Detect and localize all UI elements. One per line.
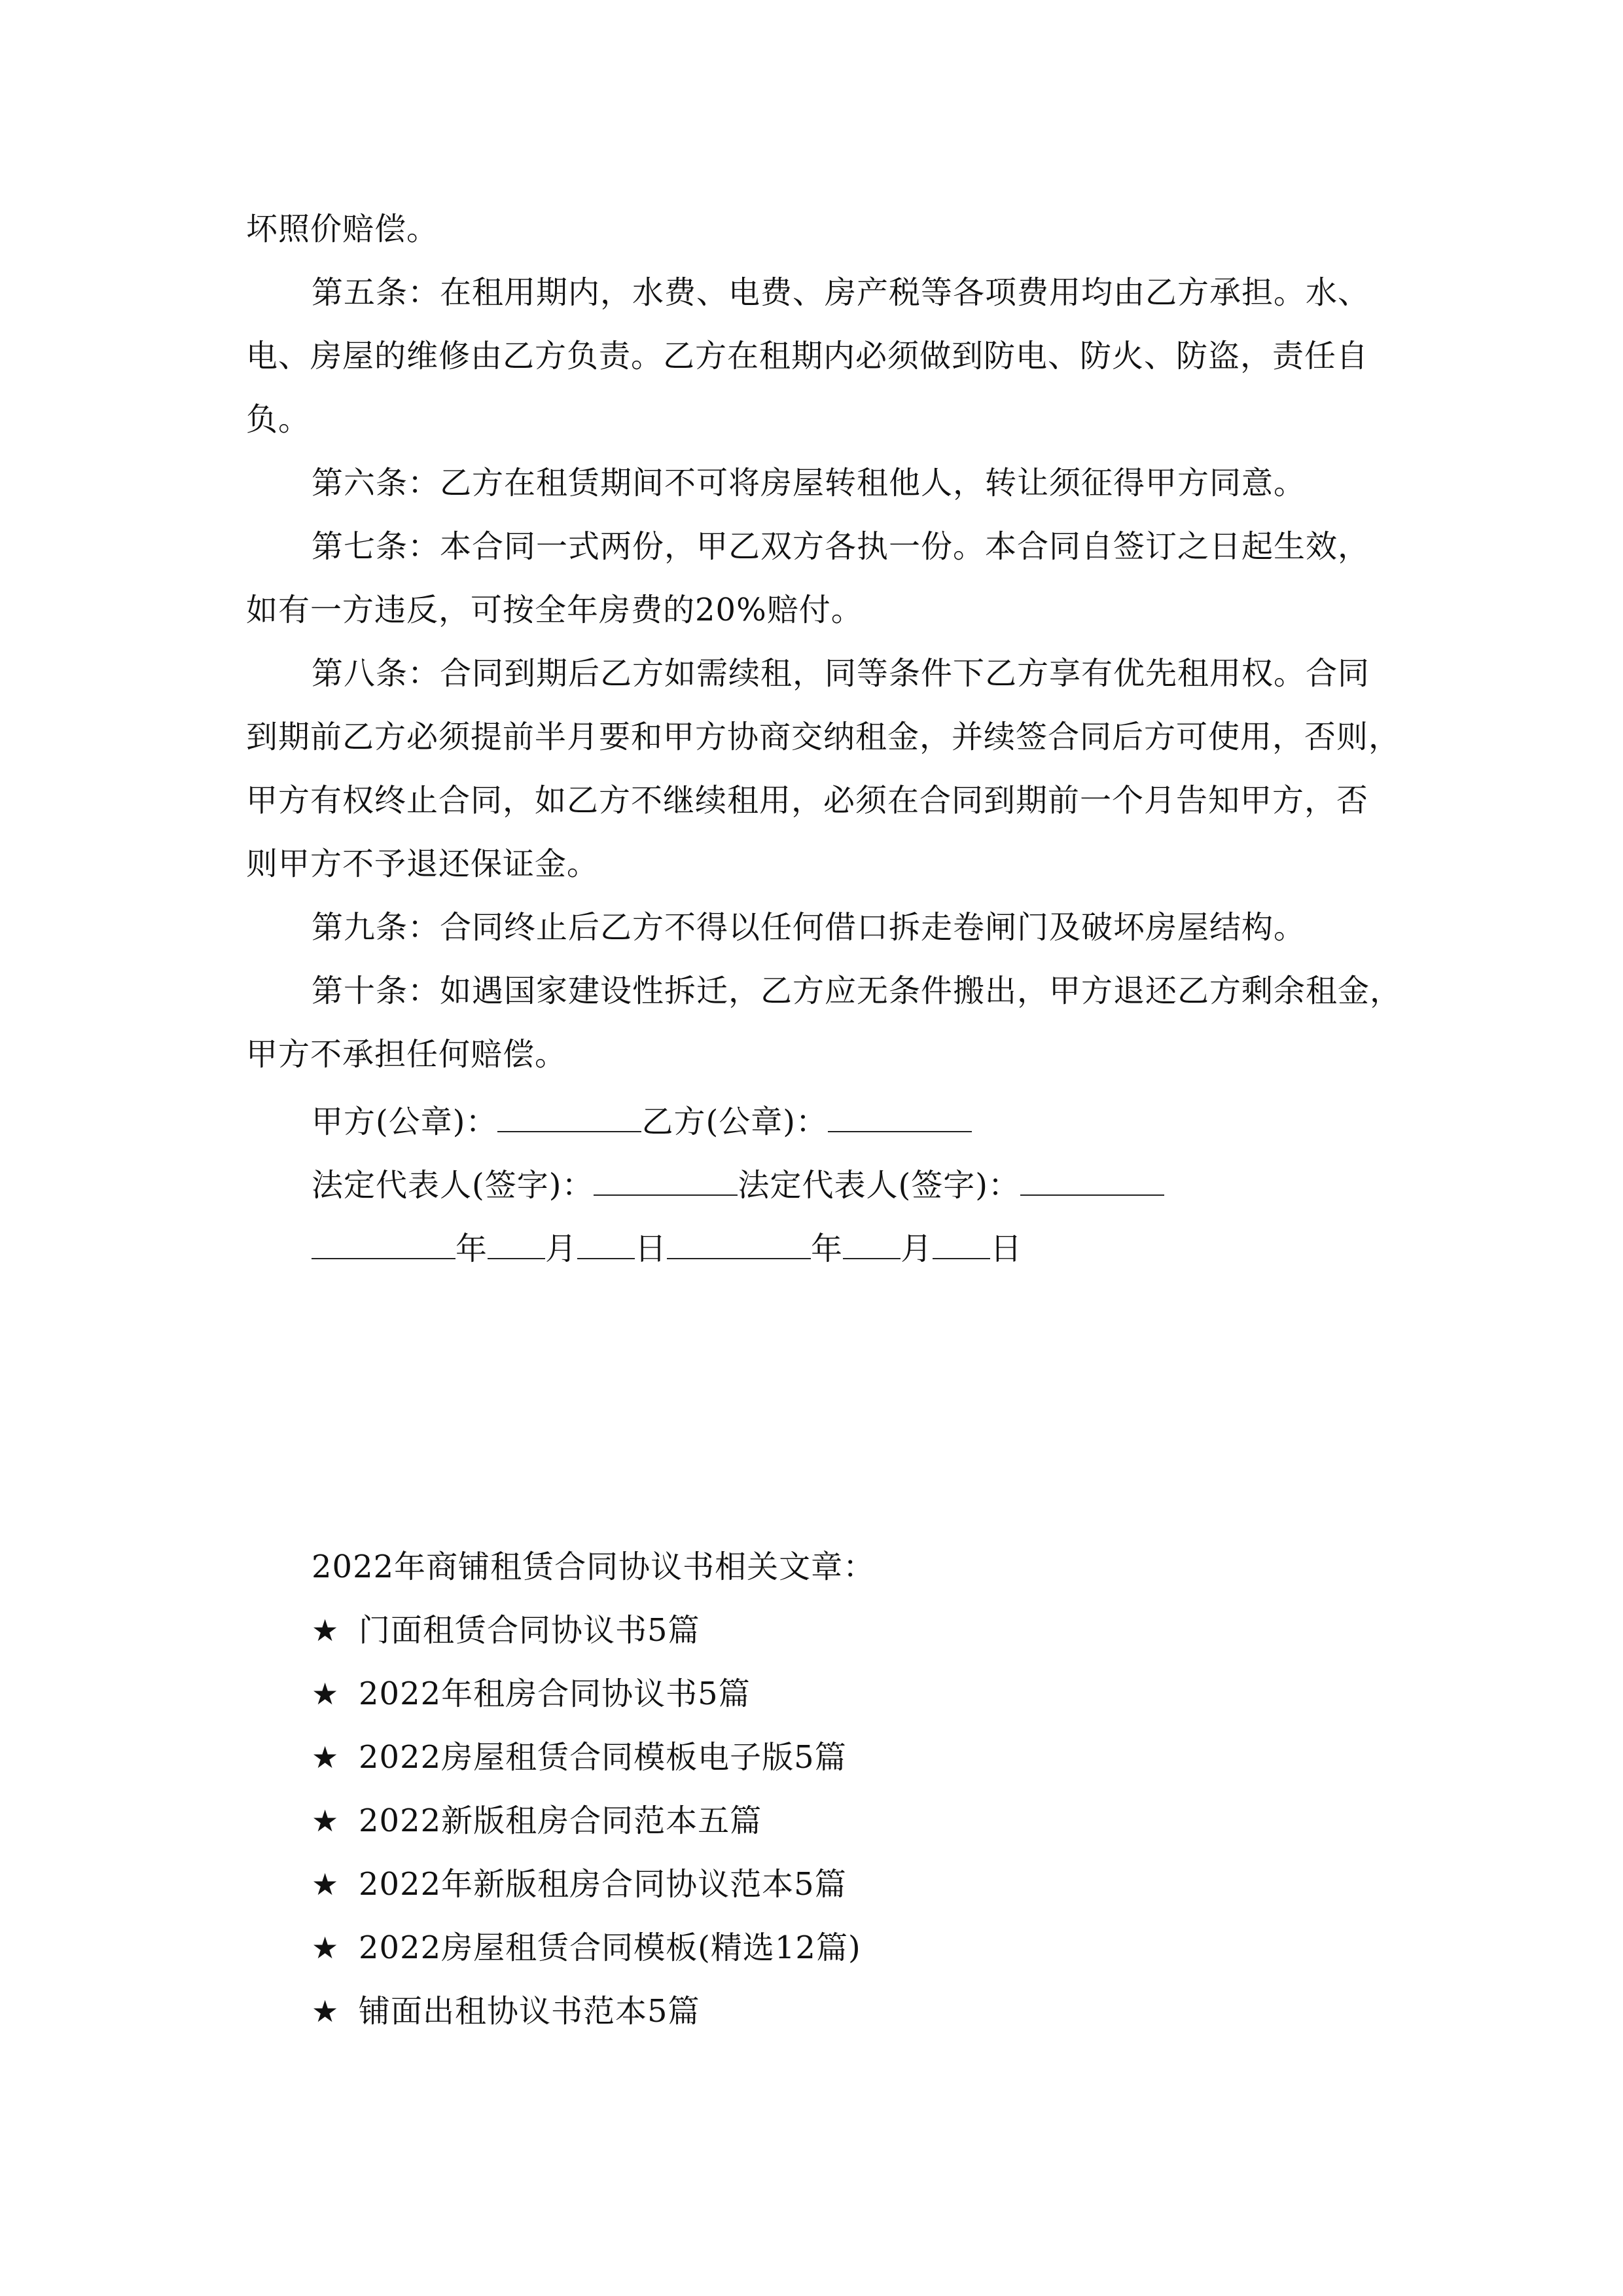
related-heading: 2022年商铺租赁合同协议书相关文章： [312, 1549, 876, 1585]
related-link[interactable]: 铺面出租协议书范本5篇 [359, 1993, 700, 2030]
clause-6-line: 第六条：乙方在租赁期间不可将房屋转租他人，转让须征得甲方同意。 [312, 465, 1306, 501]
date-b-month-blank[interactable] [843, 1229, 901, 1259]
month-label: 月 [901, 1230, 933, 1267]
related-item[interactable] [312, 1929, 861, 1966]
rep-a-label: 法定代表人(签字)： [312, 1167, 594, 1204]
date-b-day-blank[interactable] [933, 1229, 990, 1259]
day-label: 日 [990, 1230, 1023, 1267]
clause-line: 到期前乙方必须提前半月要和甲方协商交纳租金，并续签合同后方可使用，否则， [246, 719, 1401, 755]
related-link[interactable]: 2022房屋租赁合同模板(精选12篇) [359, 1929, 861, 1966]
party-b-seal-label: 乙方(公章)： [641, 1103, 828, 1140]
related-item[interactable] [312, 1678, 751, 1710]
seal-line [312, 1102, 972, 1138]
rep-b-label: 法定代表人(签字)： [738, 1167, 1020, 1204]
month-label: 月 [545, 1230, 578, 1267]
clause-line: 甲方有权终止合同，如乙方不继续租用，必须在合同到期前一个月告知甲方，否 [246, 782, 1369, 819]
clause-9-line: 第九条：合同终止后乙方不得以任何借口拆走卷闸门及破坏房屋结构。 [312, 909, 1306, 946]
related-link[interactable]: 2022年新版租房合同协议范本5篇 [359, 1866, 847, 1903]
date-a-month-blank[interactable] [488, 1229, 545, 1259]
representative-line [312, 1166, 1164, 1204]
clause-8-line: 第八条：合同到期后乙方如需续租，同等条件下乙方享有优先租用权。合同 [312, 655, 1370, 692]
date-a-year-blank[interactable] [312, 1229, 455, 1259]
star-icon: ★ [312, 1740, 340, 1775]
star-icon: ★ [312, 1930, 340, 1965]
star-icon: ★ [312, 1613, 340, 1648]
star-icon: ★ [312, 1994, 340, 2029]
date-a-day-blank[interactable] [577, 1229, 635, 1259]
party-b-seal-blank[interactable] [828, 1102, 972, 1132]
related-link[interactable]: 门面租赁合同协议书5篇 [359, 1612, 700, 1649]
rep-a-signature-blank[interactable] [594, 1166, 738, 1196]
related-item[interactable] [312, 1612, 700, 1649]
rep-b-signature-blank[interactable] [1020, 1166, 1164, 1196]
star-icon: ★ [312, 1803, 340, 1839]
clause-line: 负。 [246, 401, 311, 438]
related-link[interactable]: 2022年租房合同协议书5篇 [359, 1676, 751, 1712]
clause-line: 甲方不承担任何赔偿。 [246, 1036, 567, 1073]
clause-10-line: 第十条：如遇国家建设性拆迁，乙方应无条件搬出，甲方退还乙方剩余租金， [312, 973, 1402, 1009]
clause-line: 则甲方不予退还保证金。 [246, 846, 599, 882]
year-label: 年 [811, 1230, 844, 1267]
star-icon: ★ [312, 1867, 340, 1902]
related-item[interactable] [312, 1739, 847, 1776]
clause-5-line: 第五条：在租用期内，水费、电费、房产税等各项费用均由乙方承担。水、 [312, 274, 1370, 311]
party-a-seal-label: 甲方(公章)： [312, 1103, 498, 1140]
related-link[interactable]: 2022房屋租赁合同模板电子版5篇 [359, 1739, 847, 1776]
clause-line: 如有一方违反，可按全年房费的20%赔付。 [246, 592, 863, 628]
date-b-year-blank[interactable] [667, 1229, 811, 1259]
star-icon: ★ [312, 1676, 340, 1712]
related-item[interactable] [312, 1866, 847, 1903]
date-line [312, 1229, 1022, 1265]
related-link[interactable]: 2022新版租房合同范本五篇 [359, 1803, 762, 1839]
clause-line: 坏照价赔偿。 [246, 211, 439, 247]
related-item[interactable] [312, 1993, 700, 2030]
related-item[interactable] [312, 1805, 762, 1837]
clause-7-line: 第七条：本合同一式两份，甲乙双方各执一份。本合同自签订之日起生效， [312, 528, 1370, 565]
day-label: 日 [635, 1230, 668, 1267]
year-label: 年 [455, 1230, 488, 1267]
clause-line: 电、房屋的维修由乙方负责。乙方在租期内必须做到防电、防火、防盗，责任自 [246, 338, 1369, 374]
party-a-seal-blank[interactable] [497, 1102, 641, 1132]
